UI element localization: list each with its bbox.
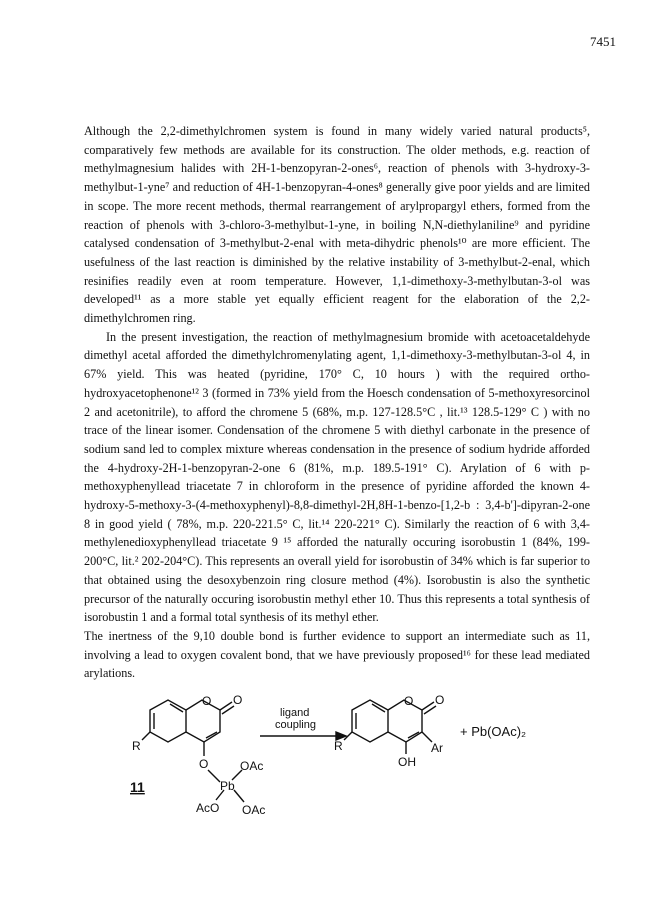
left-r-group: R bbox=[132, 739, 141, 753]
lead-atom: Pb bbox=[220, 779, 235, 793]
paragraph-inertness: The inertness of the 9,10 double bond is further evidence to support an intermediate such as 11, involving a lead to oxygen covalent bond, that we have previously proposed¹⁶ for these lead mediated arylations. bbox=[84, 628, 590, 681]
lead-aco-left: AcO bbox=[196, 801, 220, 815]
lead-oac-top: OAc bbox=[240, 759, 264, 773]
right-benzene-ring bbox=[352, 700, 388, 742]
right-r-group: R bbox=[334, 739, 343, 753]
left-ring-oxygen: O bbox=[202, 694, 212, 708]
right-carbonyl-oxygen: O bbox=[435, 693, 445, 707]
article-body bbox=[84, 122, 590, 683]
arrow-label-ligand: ligand bbox=[280, 707, 310, 719]
lead-oac-bottom: OAc bbox=[242, 803, 266, 817]
compound-number-11: 11 bbox=[130, 779, 145, 795]
right-ring-oxygen: O bbox=[404, 694, 414, 708]
right-hydroxyl: OH bbox=[398, 755, 416, 769]
left-carbonyl-oxygen: O bbox=[233, 693, 243, 707]
paragraph-present-investigation: In the present investigation, the reaction of methylmagnesium bromide with acetoacetaldehyde dimethyl acetal afforded the dimethylchromenylating agent, 1,1-dimethoxy-3-methylbutan-3-ol 4, in 67% yield. This was heated (pyridine, 170° C, 10 hours ) with the required ortho-hydroxyacetophenone¹² 3 (formed in 73% yield from the Hoesch condensation of 5-methoxyresorcinol 2 and acetonitrile), to afford the chromene 5 (68%, m.p. 127-128.5°C , lit.¹³ 128.5-129° C ) with no trace of the linear isomer. Condensation of the chromene 5 with diethyl carbonate in the presence of sodium sand led to complex mixture whereas condensation in the presence of sodium hydride afforded the 4-hydroxy-2H-1-benzopyran-2-one 6 (81%, m.p. 189.5-191° C). Arylation of 6 with p-methoxyphenyllead triacetate 7 in chloroform in the presence of pyridine afforded the known 4-hydroxy-5-methoxy-3-(4-methoxyphenyl)-8,8-dimethyl-2H,8H-1-benzo-[1,2-b : 3,4-b']-dipyran-2-one 8 in good yield ( 78%, m.p. 220-221.5° C, lit.¹⁴ 220-221° C). Similarly the reaction of 6 with 3,4-methylenedioxyphenyllead triacetate 9 ¹⁵ afforded the naturally occuring isorobustin 1 (84%, 199-200°C, lit.² 202-204°C). This represents an overall yield for isorobustin of 34% which is far superior to that obtained using the desoxybenzoin ring closure method (4%). Isorobustin is also the synthetic precursor of the naturally occuring isorobustin methyl ether 10. Thus this represents a total synthesis of isorobustin 1 and a formal total synthesis of its methyl ether. bbox=[84, 329, 590, 625]
reaction-scheme bbox=[120, 690, 590, 870]
page-number: 7451 bbox=[590, 34, 616, 49]
right-aryl-group: Ar bbox=[431, 741, 443, 755]
byproduct-lead-diacetate: + Pb(OAc)₂ bbox=[460, 724, 527, 739]
right-coumarin-structure bbox=[344, 700, 436, 754]
arrow-label-coupling: coupling bbox=[275, 719, 316, 731]
left-link-oxygen: O bbox=[199, 757, 209, 771]
paragraph-chromen-methods: Although the 2,2-dimethylchromen system is found in many widely varied natural products⁵, comparatively few methods are available for its construction. The older methods, e.g. reaction of methylmagnesium halides with 2H-1-benzopyran-2-ones⁶, reaction of phenols with 3-hydroxy-3-methylbut-1-yne⁷ and reduction of 4H-1-benzopyran-4-ones⁸ generally give poor yields and are limited in scope. The more recent methods, thermal rearrangement of arylpropargyl ethers, formed from the reaction of phenols with 3-chloro-3-methylbut-1-yne, in boiling N,N-diethylaniline⁹ and pyridine catalysed condensation of 3-methylbut-2-enal with meta-dihydric phenols¹⁰ are more efficient. The usefulness of the last reaction is diminished by the relative instability of 3-methylbut-2-enal, which resinifies readily even at room temperature. However, 1,1-dimethoxy-3-methylbutan-3-ol was developed¹¹ as a more stable yet equally efficient reagent for the elaboration of the 2,2-dimethylchromen ring. bbox=[84, 124, 590, 326]
left-benzene-ring bbox=[150, 700, 186, 742]
